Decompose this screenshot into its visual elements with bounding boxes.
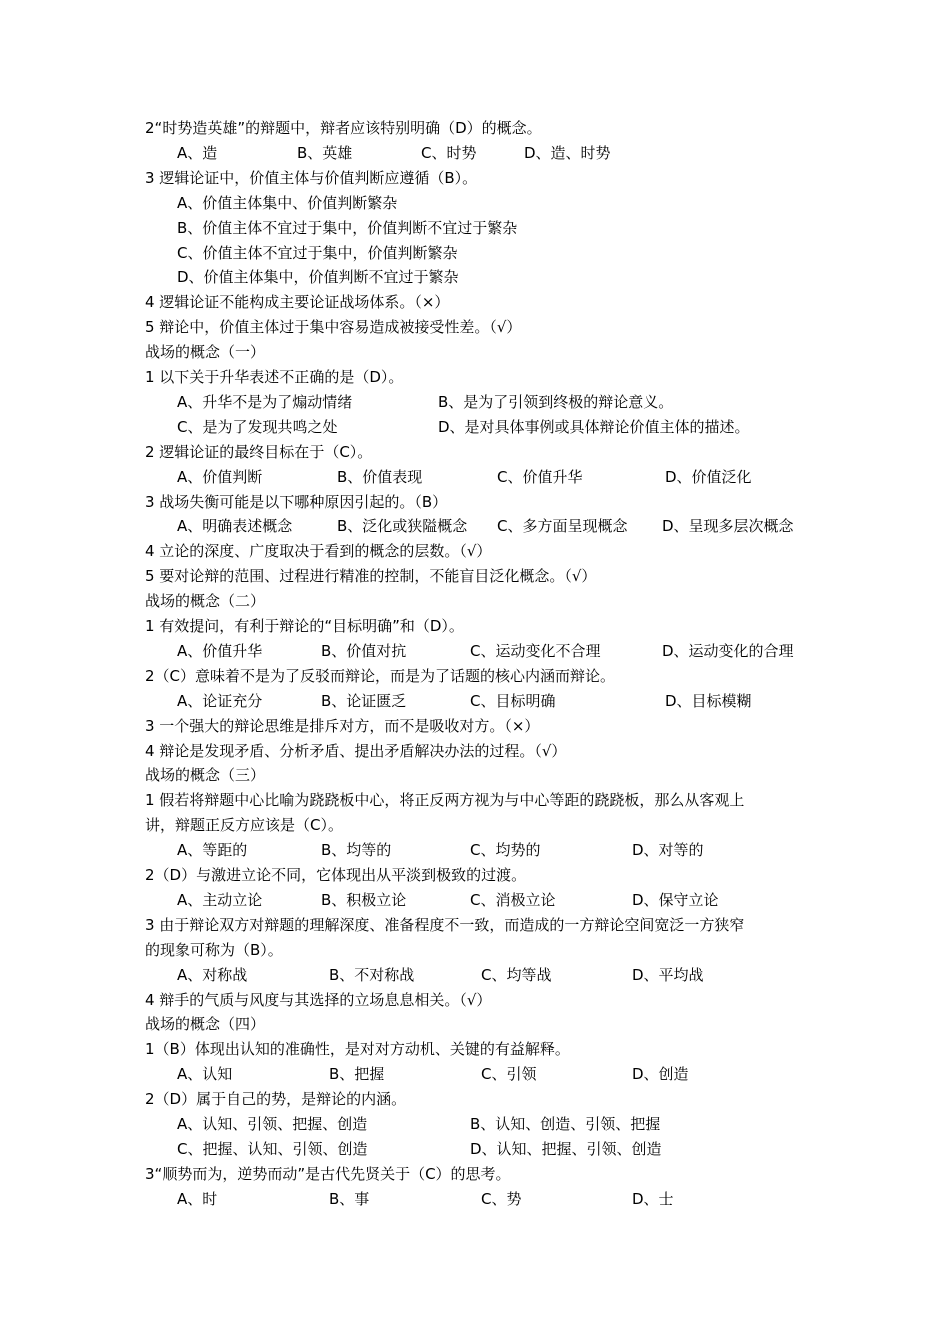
option-choice: B、不对称战	[329, 965, 415, 984]
option-line: B、价值主体不宜过于集中，价值判断不宜过于繁杂	[177, 218, 518, 237]
option-row	[0, 963, 950, 987]
option-choice: C、价值升华	[497, 467, 583, 486]
option-choice: C、时势	[421, 143, 477, 162]
option-choice: A、价值升华	[177, 641, 263, 660]
option-choice: A、价值判断	[177, 467, 263, 486]
question-line: 3 逻辑论证中，价值主体与价值判断应遵循（B）。	[145, 168, 478, 187]
option-row	[0, 1137, 950, 1161]
option-row	[0, 1062, 950, 1086]
question-line: 1（B）体现出认知的准确性，是对对方动机、关键的有益解释。	[145, 1040, 570, 1059]
option-choice: A、主动立论	[177, 890, 263, 909]
option-choice: D、呈现多层次概念	[662, 517, 794, 536]
option-choice: A、明确表述概念	[177, 517, 293, 536]
option-choice: A、升华不是为了煽动情绪	[177, 392, 353, 411]
option-choice: C、是为了发现共鸣之处	[177, 417, 338, 436]
option-choice: C、消极立论	[470, 890, 556, 909]
question-line: 2（D）属于自己的势，是辩论的内涵。	[145, 1090, 407, 1109]
option-choice: D、平均战	[632, 965, 704, 984]
option-choice: D、目标模糊	[665, 691, 752, 710]
question-line: 3 一个强大的辩论思维是排斥对方，而不是吸收对方。（×）	[145, 716, 540, 735]
question-line: 4 立论的深度、广度取决于看到的概念的层数。（√）	[145, 542, 492, 561]
option-choice: A、时	[177, 1189, 218, 1208]
option-choice: B、均等的	[321, 841, 392, 860]
section-heading: 战场的概念（二）	[145, 592, 266, 611]
question-line: 3 战场失衡可能是以下哪种原因引起的。（B）	[145, 492, 448, 511]
option-choice: B、价值对抗	[321, 641, 407, 660]
option-line: A、价值主体集中、价值判断繁杂	[177, 193, 398, 212]
option-choice: B、事	[329, 1189, 370, 1208]
question-line: 4 逻辑论证不能构成主要论证战场体系。（×）	[145, 293, 450, 312]
section-heading: 战场的概念（四）	[145, 1015, 266, 1034]
option-choice: B、把握	[329, 1065, 385, 1084]
option-choice: D、保守立论	[632, 890, 719, 909]
option-choice: B、是为了引领到终极的辩论意义。	[438, 392, 674, 411]
question-line: 1 假若将辩题中心比喻为跷跷板中心，将正反两方视为与中心等距的跷跷板，那么从客观上	[145, 791, 745, 810]
option-choice: D、造、时势	[524, 143, 611, 162]
option-choice: C、目标明确	[470, 691, 556, 710]
option-choice: C、均等战	[481, 965, 552, 984]
section-heading: 战场的概念（一）	[145, 343, 266, 362]
option-choice: B、泛化或狭隘概念	[337, 517, 468, 536]
option-choice: A、认知	[177, 1065, 233, 1084]
option-row	[0, 639, 950, 663]
option-line: C、价值主体不宜过于集中，价值判断繁杂	[177, 243, 458, 262]
option-choice: A、造	[177, 143, 218, 162]
option-choice: B、英雄	[297, 143, 353, 162]
option-row	[0, 838, 950, 862]
question-line: 3 由于辩论双方对辩题的理解深度、准备程度不一致，而造成的一方辩论空间宽泛一方狭窄	[145, 915, 745, 934]
option-choice: C、势	[481, 1189, 522, 1208]
option-choice: C、把握、认知、引领、创造	[177, 1139, 368, 1158]
question-line: 2“时势造英雄”的辩题中，辩者应该特别明确（D）的概念。	[145, 119, 542, 137]
option-line: D、价值主体集中，价值判断不宜过于繁杂	[177, 268, 459, 287]
question-line: 3“顺势而为，逆势而动”是古代先贤关于（C）的思考。	[145, 1164, 511, 1183]
option-choice: B、积极立论	[321, 890, 407, 909]
question-line: 2（D）与激进立论不同，它体现出从平淡到极致的过渡。	[145, 866, 527, 884]
option-choice: D、运动变化的合理	[662, 641, 794, 660]
option-choice: D、认知、把握、引领、创造	[470, 1139, 662, 1158]
option-choice: C、多方面呈现概念	[497, 517, 628, 536]
option-choice: D、价值泛化	[665, 467, 752, 486]
option-choice: D、士	[632, 1189, 674, 1208]
option-row	[0, 465, 950, 489]
option-row	[0, 390, 950, 414]
option-choice: A、论证充分	[177, 691, 263, 710]
section-heading: 战场的概念（三）	[145, 766, 266, 785]
option-choice: D、创造	[632, 1065, 689, 1084]
option-choice: C、引领	[481, 1065, 537, 1084]
option-choice: B、认知、创造、引领、把握	[470, 1115, 661, 1133]
option-row	[0, 514, 950, 538]
option-choice: B、价值表现	[337, 467, 423, 486]
question-line: 1 有效提问，有利于辩论的“目标明确”和（D）。	[145, 617, 464, 635]
question-line: 5 辩论中，价值主体过于集中容易造成被接受性差。（√）	[145, 318, 522, 337]
option-choice: A、等距的	[177, 841, 248, 860]
option-choice: A、认知、引领、把握、创造	[177, 1115, 368, 1133]
option-choice: D、对等的	[632, 841, 704, 860]
option-choice: B、论证匮乏	[321, 691, 407, 710]
question-line: 讲，辩题正反方应该是（C）。	[145, 816, 343, 835]
option-choice: C、均势的	[470, 841, 541, 860]
option-row	[0, 1112, 950, 1136]
question-line: 4 辩手的气质与风度与其选择的立场息息相关。（√）	[145, 990, 492, 1009]
option-choice: D、是对具体事例或具体辩论价值主体的描述。	[438, 417, 750, 436]
option-row	[0, 141, 950, 165]
question-line: 1 以下关于升华表述不正确的是（D）。	[145, 368, 404, 386]
question-line: 2 逻辑论证的最终目标在于（C）。	[145, 442, 373, 461]
option-choice: C、运动变化不合理	[470, 641, 601, 660]
option-row	[0, 689, 950, 713]
question-line: 5 要对论辩的范围、过程进行精准的控制，不能盲目泛化概念。（√）	[145, 567, 597, 586]
option-row	[0, 1187, 950, 1211]
option-row	[0, 415, 950, 439]
question-line: 2（C）意味着不是为了反驳而辩论，而是为了话题的核心内涵而辩论。	[145, 666, 616, 685]
option-row	[0, 888, 950, 912]
question-line: 的现象可称为（B）。	[145, 940, 283, 959]
option-choice: A、对称战	[177, 965, 248, 984]
question-line: 4 辩论是发现矛盾、分析矛盾、提出矛盾解决办法的过程。（√）	[145, 741, 567, 760]
